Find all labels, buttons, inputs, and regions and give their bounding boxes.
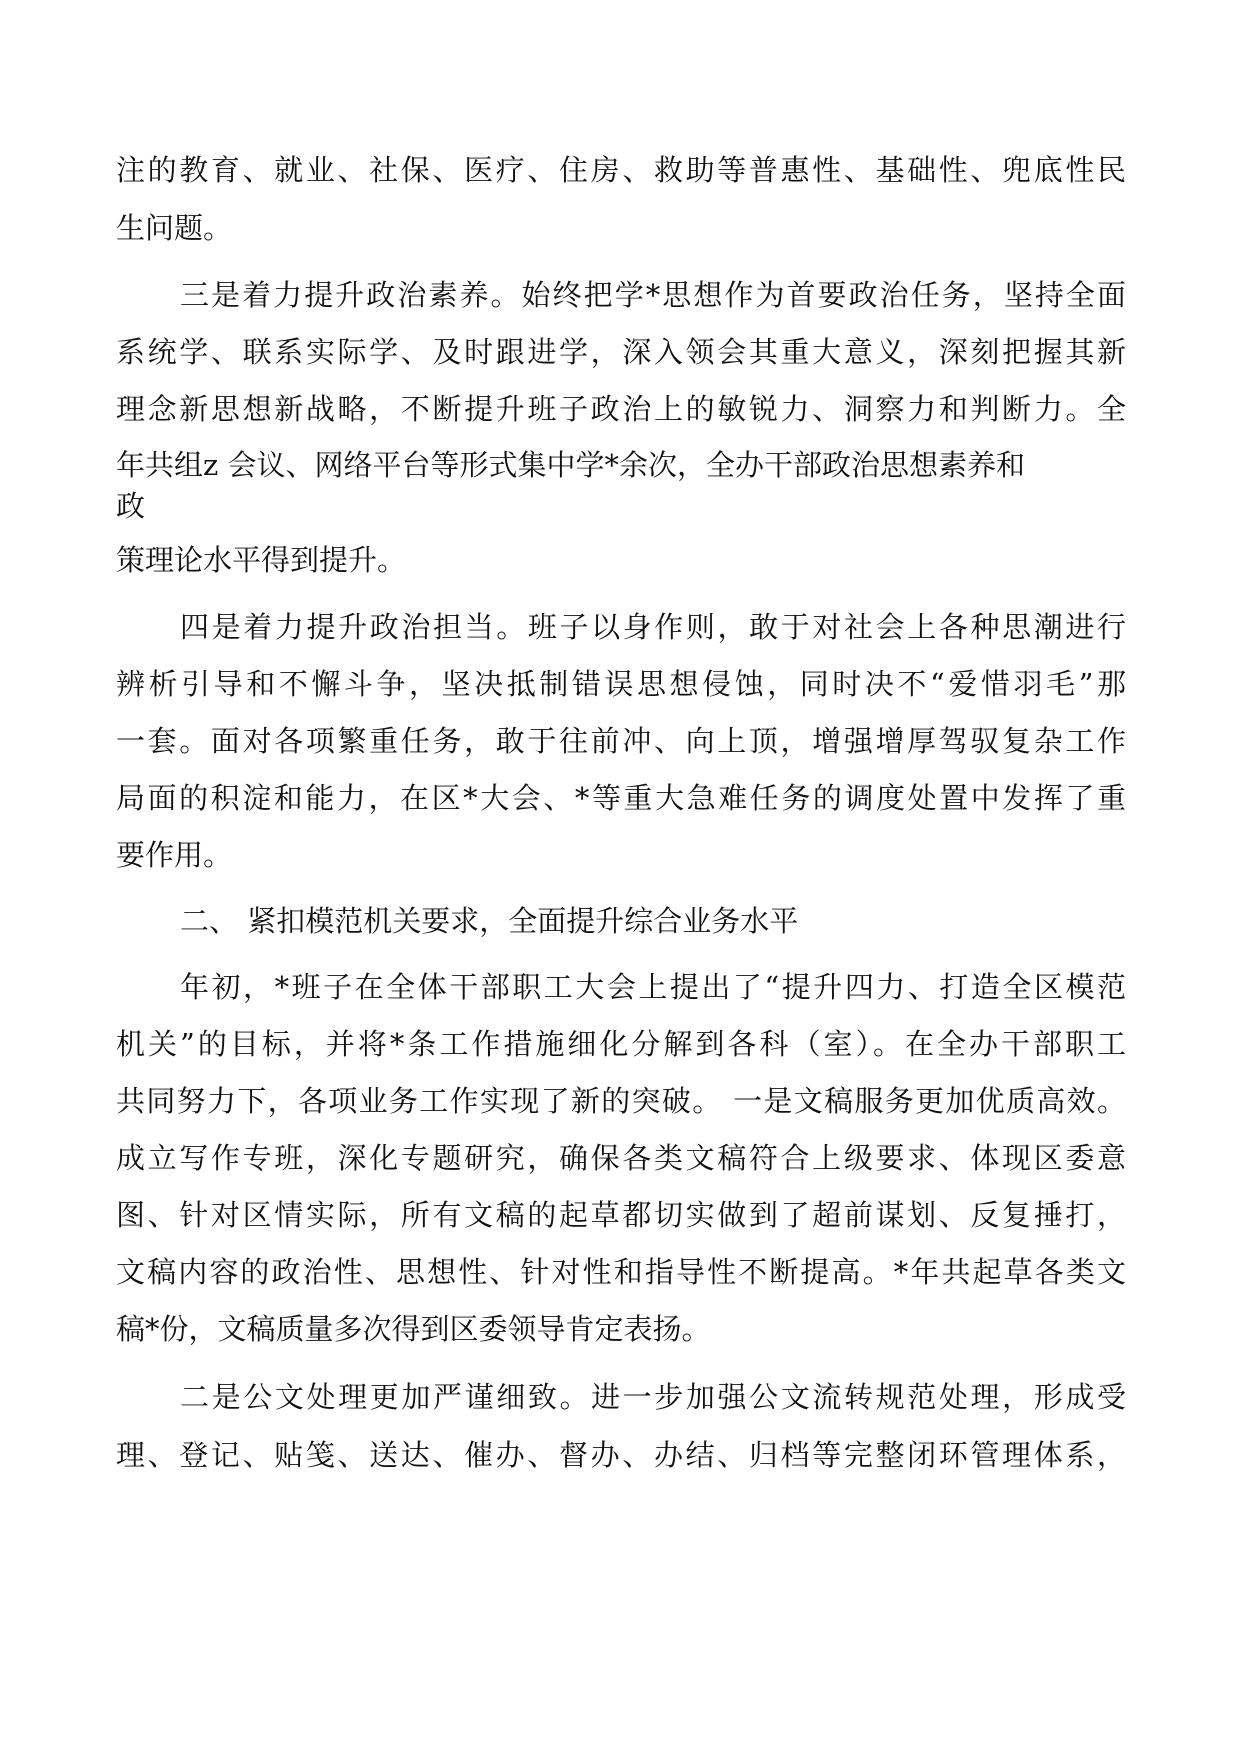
- text-line: 成立写作专班，深化专题研究，确保各类文稿符合上级要求、体现区委意: [116, 1141, 1126, 1175]
- text-line: 注的教育、就业、社保、医疗、住房、救助等普惠性、基础性、兜底性民: [116, 153, 1126, 187]
- text-line: 策理论水平得到提升。: [116, 543, 407, 577]
- section-heading: 二、 紧扣模范机关要求，全面提升综合业务水平: [180, 904, 799, 938]
- text-line: 年共组z 会议、网络平台等形式集中学*余次，全办干部政治思想素养和: [116, 448, 1025, 482]
- text-line: 局面的积淀和能力，在区*大会、*等重大急难任务的调度处置中发挥了重: [116, 781, 1126, 815]
- paragraph-start-line: 年初，*班子在全体干部职工大会上提出了“提升四力、打造全区模范: [180, 970, 1126, 1004]
- text-line: 机关”的目标，并将*条工作措施细化分解到各科（室）。在全办干部职工: [116, 1027, 1126, 1061]
- text-line: 生问题。: [116, 211, 233, 245]
- text-line: 政: [116, 489, 146, 523]
- text-line: 理念新思想新战略，不断提升班子政治上的敏锐力、洞察力和判断力。全: [116, 392, 1126, 426]
- paragraph-start-line: 二是公文处理更加严谨细致。进一步加强公文流转规范处理，形成受: [180, 1380, 1126, 1414]
- text-line: 稿*份，文稿质量多次得到区委领导肯定表扬。: [116, 1312, 711, 1346]
- text-line: 要作用。: [116, 838, 233, 872]
- text-line: 辨析引导和不懈斗争，坚决抵制错误思想侵蚀，同时决不“爱惜羽毛”那: [116, 667, 1126, 701]
- text-line: 文稿内容的政治性、思想性、针对性和指导性不断提高。*年共起草各类文: [116, 1255, 1126, 1289]
- text-line: 系统学、联系实际学、及时跟进学，深入领会其重大意义，深刻把握其新: [116, 335, 1126, 369]
- text-line: 图、针对区情实际，所有文稿的起草都切实做到了超前谋划、反复捶打，: [116, 1198, 1126, 1232]
- paragraph-start-line: 三是着力提升政治素养。始终把学*思想作为首要政治任务，坚持全面: [180, 278, 1126, 312]
- text-line: 理、登记、贴笺、送达、催办、督办、办结、归档等完整闭环管理体系，: [116, 1438, 1126, 1472]
- text-line: 一套。面对各项繁重任务，敢于往前冲、向上顶，增强增厚驾驭复杂工作: [116, 724, 1126, 758]
- text-line: 共同努力下，各项业务工作实现了新的突破。 一是文稿服务更加优质高效。: [116, 1084, 1126, 1118]
- paragraph-start-line: 四是着力提升政治担当。班子以身作则，敢于对社会上各种思潮进行: [180, 610, 1126, 644]
